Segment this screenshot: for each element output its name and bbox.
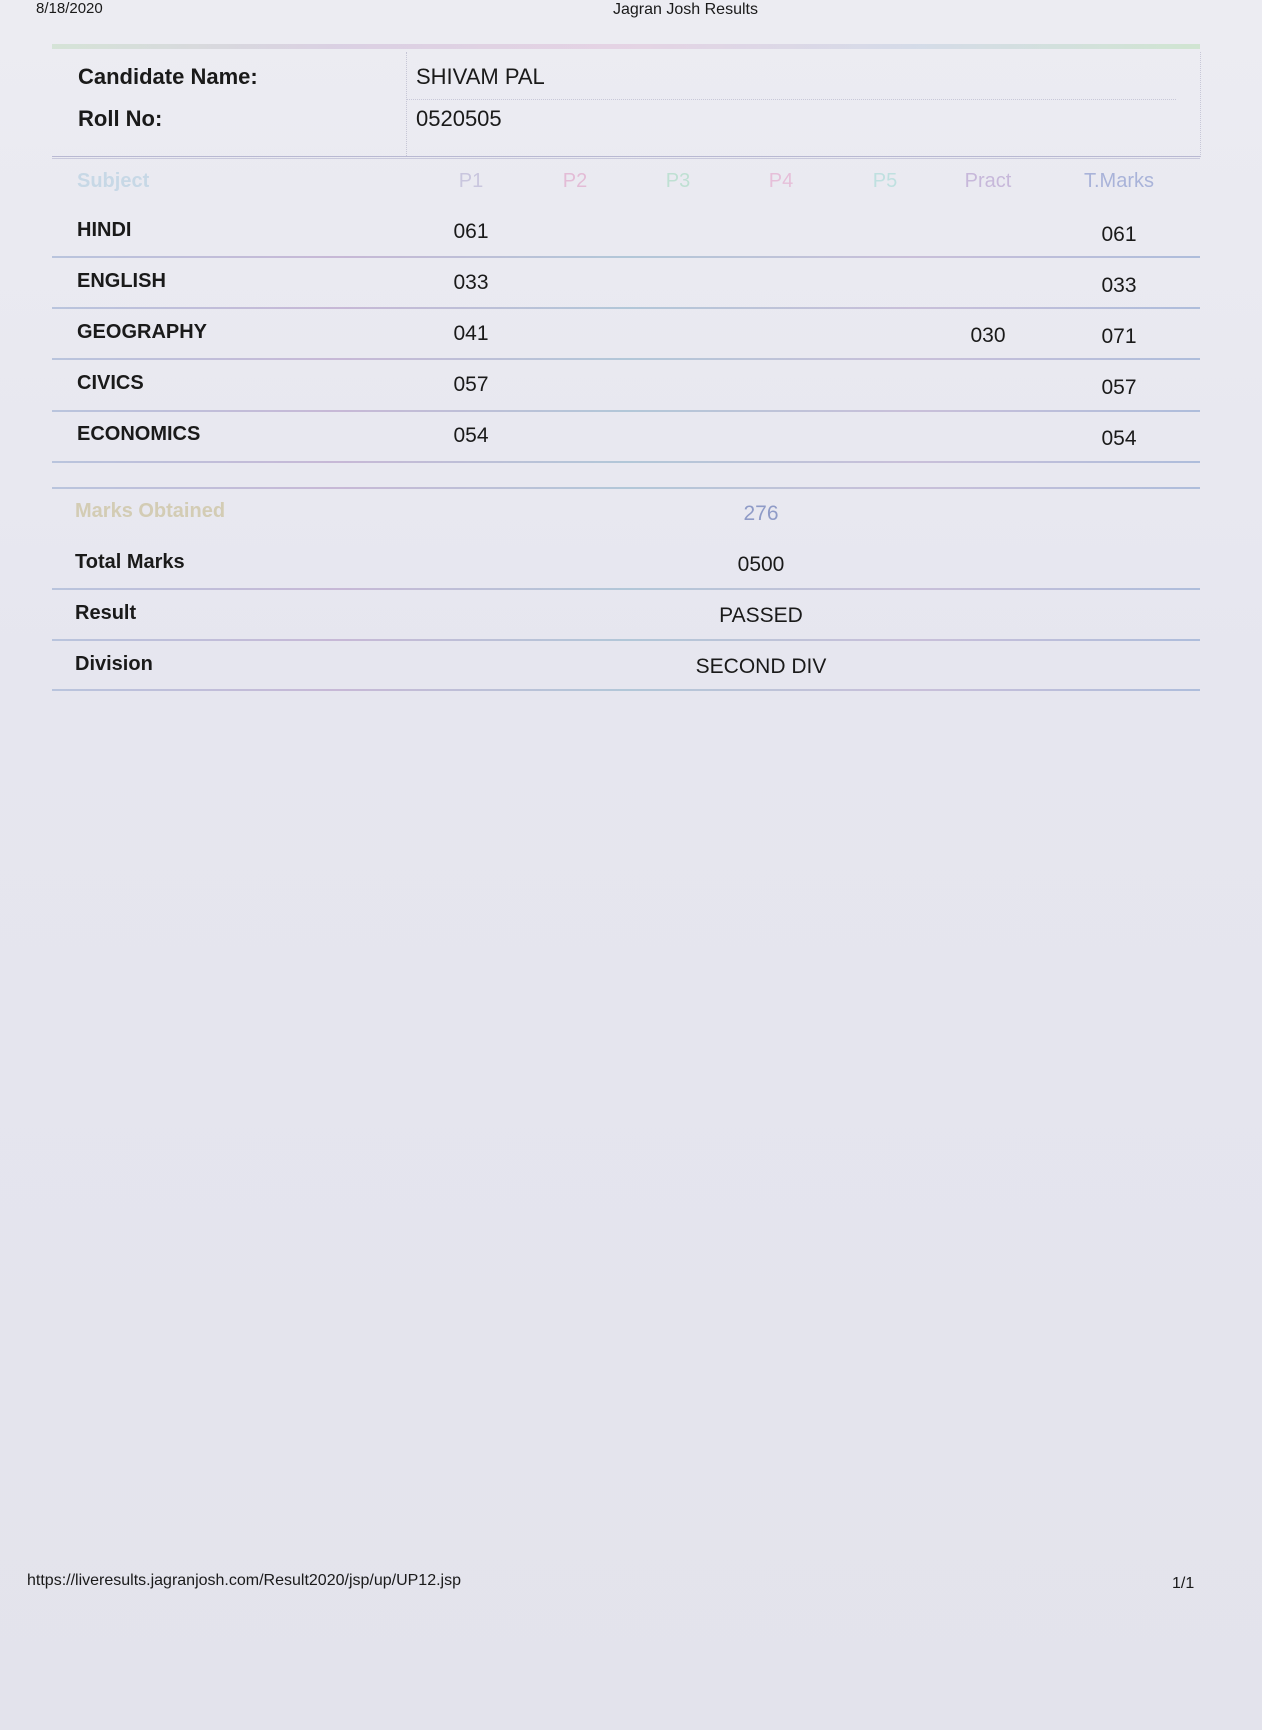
total-mark: 061: [1101, 223, 1137, 246]
print-date: 8/18/2020: [36, 0, 103, 17]
column-header-pract: Pract: [964, 170, 1012, 192]
column-header-p3: P3: [665, 170, 691, 192]
roll-no-value: 0520505: [416, 106, 502, 131]
info-column-divider: [406, 52, 407, 156]
candidate-name-value: SHIVAM PAL: [416, 64, 545, 89]
result-value: PASSED: [719, 604, 803, 627]
marks-obtained-value: 276: [743, 502, 779, 525]
row-divider: [52, 461, 1200, 463]
subject-name: GEOGRAPHY: [77, 321, 208, 343]
result-label: Result: [75, 602, 137, 624]
division-value: SECOND DIV: [695, 655, 827, 678]
total-marks-value: 0500: [737, 553, 785, 576]
subject-name: ECONOMICS: [77, 423, 201, 445]
practical-mark: 030: [970, 324, 1006, 347]
scan-margin: [1262, 0, 1272, 1730]
p1-mark: 057: [453, 373, 489, 396]
total-marks-label: Total Marks: [75, 551, 185, 573]
info-row-divider: [406, 99, 1176, 100]
p1-mark: 041: [453, 322, 489, 345]
print-title: Jagran Josh Results: [613, 1, 758, 18]
print-footer-url: https://liveresults.jagranjosh.com/Result2020/jsp/up/UP12.jsp: [27, 1572, 461, 1589]
row-divider: [52, 256, 1200, 258]
p1-mark: 061: [453, 220, 489, 243]
row-divider: [52, 307, 1200, 309]
candidate-name-label: Candidate Name:: [78, 64, 258, 89]
column-header-subject: Subject: [77, 170, 150, 192]
summary-divider: [52, 588, 1200, 590]
header-divider: [52, 158, 1200, 159]
subject-name: HINDI: [77, 219, 132, 241]
column-header-p5: P5: [872, 170, 898, 192]
print-footer-page-number: 1/1: [1172, 1575, 1195, 1592]
summary-divider: [52, 639, 1200, 641]
column-header-total-marks: T.Marks: [1084, 170, 1154, 192]
column-header-p2: P2: [562, 170, 588, 192]
p1-mark: 033: [453, 271, 489, 294]
total-mark: 057: [1101, 376, 1137, 399]
total-mark: 033: [1101, 274, 1137, 297]
division-label: Division: [75, 653, 153, 675]
subject-name: ENGLISH: [77, 270, 166, 292]
total-mark: 071: [1101, 325, 1137, 348]
row-divider: [52, 410, 1200, 412]
row-divider: [52, 358, 1200, 360]
p1-mark: 054: [453, 424, 489, 447]
subject-name: CIVICS: [77, 372, 144, 394]
table-end-divider: [52, 487, 1200, 489]
top-divider: [52, 44, 1200, 49]
summary-divider: [52, 689, 1200, 691]
roll-no-label: Roll No:: [78, 106, 163, 131]
marks-obtained-label: Marks Obtained: [75, 500, 226, 522]
total-mark: 054: [1101, 427, 1137, 450]
column-header-p1: P1: [458, 170, 484, 192]
column-header-p4: P4: [768, 170, 794, 192]
